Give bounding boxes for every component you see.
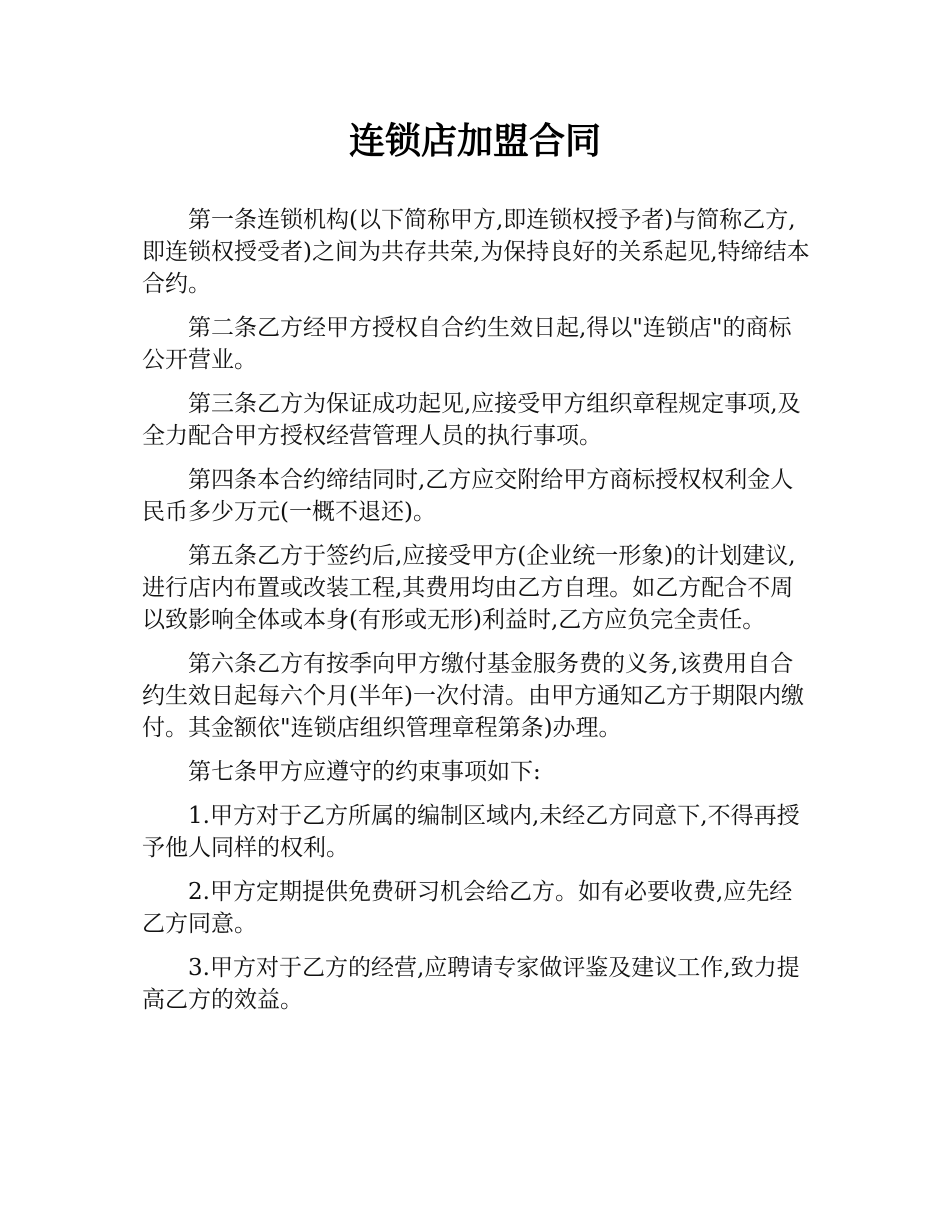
article-7-item-3: 3.甲方对于乙方的经营,应聘请专家做评鉴及建议工作,致力提高乙方的效益。 — [142, 955, 800, 1013]
article-4-paragraph: 第四条本合约缔结同时,乙方应交附给甲方商标授权权利金人民币多少万元(一概不退还)。 — [142, 467, 794, 525]
article-6-paragraph: 第六条乙方有按季向甲方缴付基金服务费的义务,该费用自合约生效日起每六个月(半年)一次付清。由甲方通知乙方于期限内缴付。其金额依"连锁店组织管理章程第条)办理。 — [142, 651, 804, 741]
article-1-paragraph: 第一条连锁机构(以下简称甲方,即连锁权授予者)与简称乙方,即连锁权授受者)之间为共存共荣,为保持良好的关系起见,特缔结本合约。 — [142, 207, 810, 297]
document-title: 连锁店加盟合同 — [348, 121, 601, 162]
article-7-item-2: 2.甲方定期提供免费研习机会给乙方。如有必要收费,应先经乙方同意。 — [142, 879, 793, 937]
article-7-paragraph: 第七条甲方应遵守的约束事项如下: — [188, 759, 541, 785]
document-body — [142, 204, 810, 1028]
article-2-paragraph: 第二条乙方经甲方授权自合约生效日起,得以"连锁店"的商标公开营业。 — [142, 315, 792, 373]
article-3-paragraph: 第三条乙方为保证成功起见,应接受甲方组织章程规定事项,及全力配合甲方授权经营管理人员的执行事项。 — [142, 391, 801, 449]
article-7-item-1: 1.甲方对于乙方所属的编制区域内,未经乙方同意下,不得再授予他人同样的权利。 — [142, 803, 800, 861]
article-5-paragraph: 第五条乙方于签约后,应接受甲方(企业统一形象)的计划建议,进行店内布置或改装工程,其费用均由乙方自理。如乙方配合不周以致影响全体或本身(有形或无形)利益时,乙方应负完全责任。 — [142, 543, 796, 633]
